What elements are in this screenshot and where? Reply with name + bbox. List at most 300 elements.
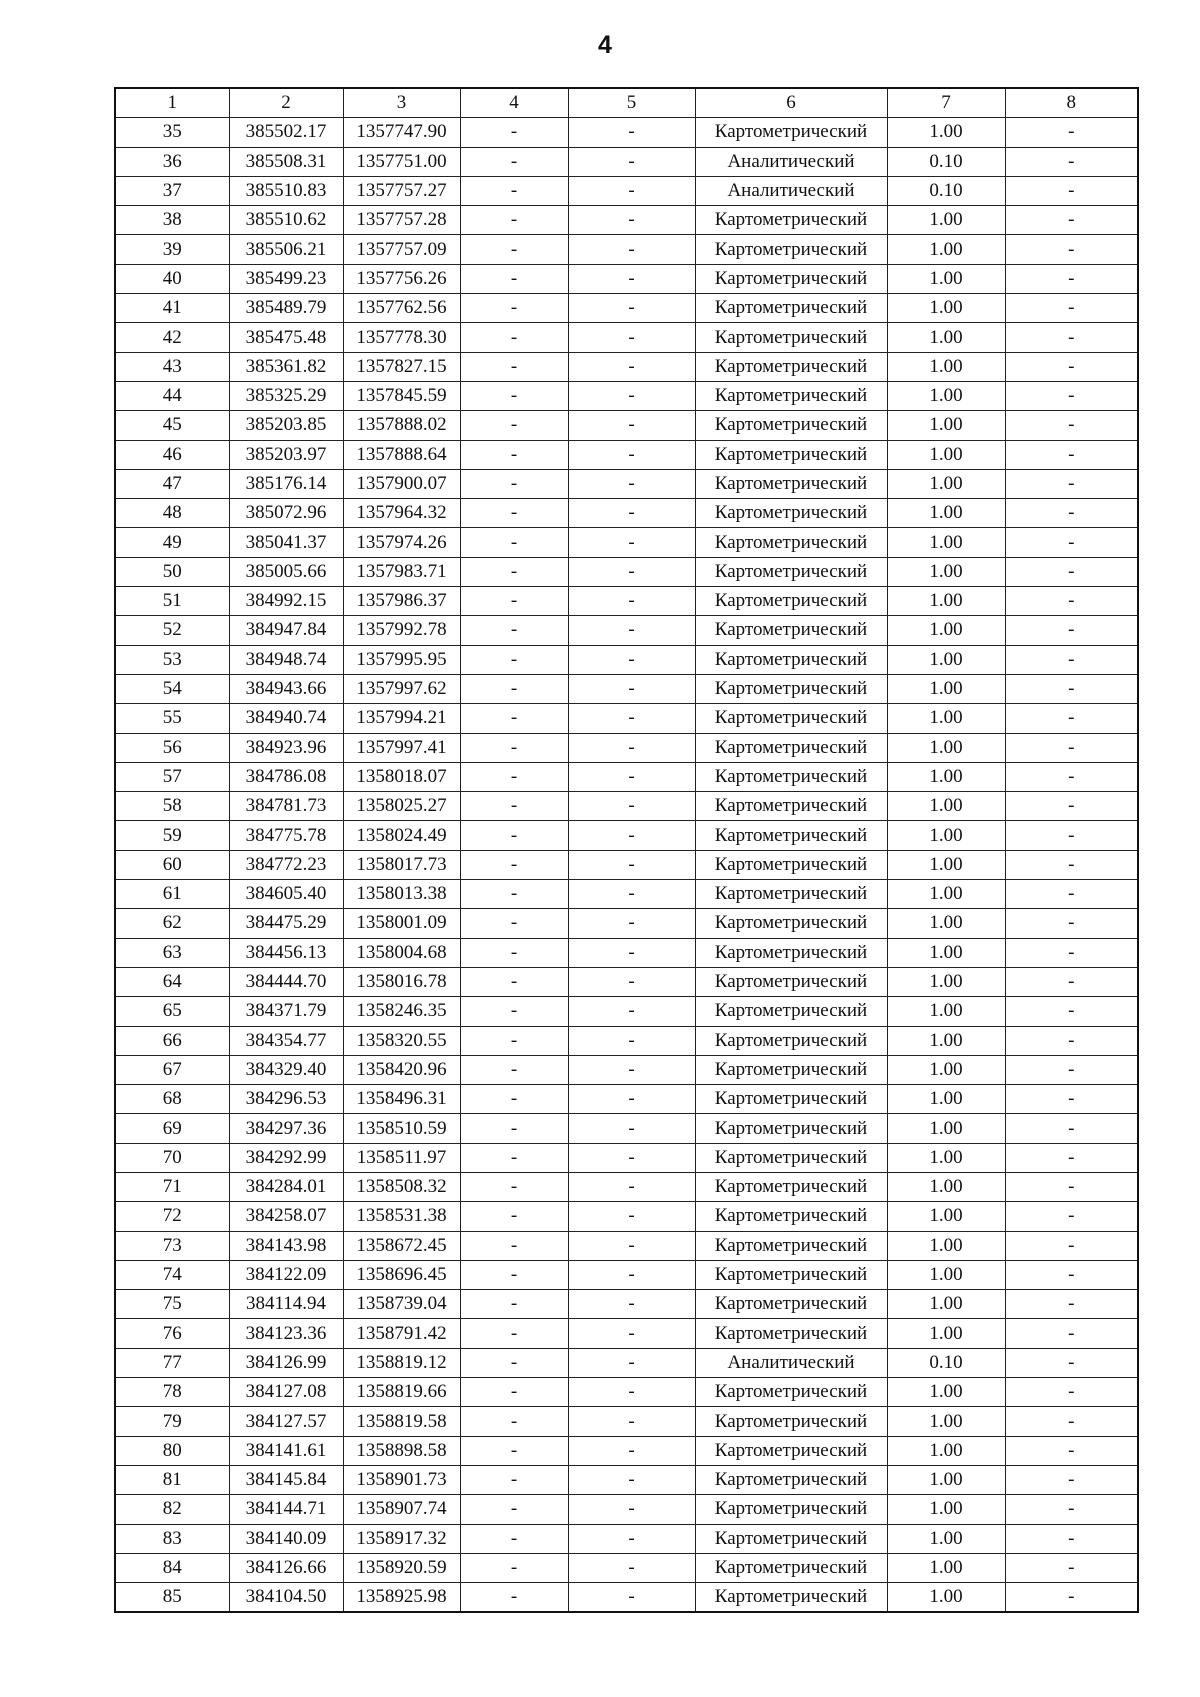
y-coordinate-cell: 1358917.32 — [343, 1524, 460, 1553]
table-row — [115, 176, 1138, 205]
col8-cell: - — [1005, 323, 1138, 352]
column-header: 7 — [887, 88, 1005, 118]
method-cell: Картометрический — [695, 352, 887, 381]
accuracy-cell: 1.00 — [887, 411, 1005, 440]
col4-cell: - — [460, 557, 568, 586]
table-row — [115, 1114, 1138, 1143]
col5-cell: - — [568, 1231, 695, 1260]
x-coordinate-cell: 384126.66 — [229, 1553, 343, 1582]
point-number-cell: 49 — [115, 528, 229, 557]
table-row — [115, 1319, 1138, 1348]
accuracy-cell: 1.00 — [887, 1114, 1005, 1143]
col8-cell: - — [1005, 733, 1138, 762]
accuracy-cell: 1.00 — [887, 557, 1005, 586]
y-coordinate-cell: 1358819.58 — [343, 1407, 460, 1436]
point-number-cell: 84 — [115, 1553, 229, 1582]
y-coordinate-cell: 1357992.78 — [343, 616, 460, 645]
col5-cell: - — [568, 1172, 695, 1201]
point-number-cell: 68 — [115, 1085, 229, 1114]
y-coordinate-cell: 1357974.26 — [343, 528, 460, 557]
method-cell: Картометрический — [695, 1553, 887, 1582]
table-row — [115, 499, 1138, 528]
col5-cell: - — [568, 1085, 695, 1114]
y-coordinate-cell: 1358496.31 — [343, 1085, 460, 1114]
accuracy-cell: 1.00 — [887, 499, 1005, 528]
col5-cell: - — [568, 704, 695, 733]
x-coordinate-cell: 385510.83 — [229, 176, 343, 205]
table-row — [115, 1378, 1138, 1407]
col4-cell: - — [460, 645, 568, 674]
table-row — [115, 1524, 1138, 1553]
col5-cell: - — [568, 1465, 695, 1494]
accuracy-cell: 1.00 — [887, 1407, 1005, 1436]
x-coordinate-cell: 384775.78 — [229, 821, 343, 850]
column-header: 8 — [1005, 88, 1138, 118]
method-cell: Картометрический — [695, 1524, 887, 1553]
table-row — [115, 1436, 1138, 1465]
y-coordinate-cell: 1358510.59 — [343, 1114, 460, 1143]
method-cell: Картометрический — [695, 528, 887, 557]
col4-cell: - — [460, 909, 568, 938]
x-coordinate-cell: 384104.50 — [229, 1583, 343, 1613]
y-coordinate-cell: 1358819.12 — [343, 1348, 460, 1377]
point-number-cell: 83 — [115, 1524, 229, 1553]
table-row — [115, 469, 1138, 498]
col8-cell: - — [1005, 411, 1138, 440]
point-number-cell: 79 — [115, 1407, 229, 1436]
col5-cell: - — [568, 1553, 695, 1582]
y-coordinate-cell: 1358898.58 — [343, 1436, 460, 1465]
table-row — [115, 1172, 1138, 1201]
col5-cell: - — [568, 528, 695, 557]
point-number-cell: 56 — [115, 733, 229, 762]
col8-cell: - — [1005, 704, 1138, 733]
col8-cell: - — [1005, 1495, 1138, 1524]
x-coordinate-cell: 384140.09 — [229, 1524, 343, 1553]
col4-cell: - — [460, 1026, 568, 1055]
x-coordinate-cell: 385041.37 — [229, 528, 343, 557]
accuracy-cell: 1.00 — [887, 645, 1005, 674]
accuracy-cell: 0.10 — [887, 1348, 1005, 1377]
x-coordinate-cell: 384943.66 — [229, 674, 343, 703]
method-cell: Картометрический — [695, 1143, 887, 1172]
col4-cell: - — [460, 1290, 568, 1319]
table-row — [115, 1143, 1138, 1172]
y-coordinate-cell: 1358511.97 — [343, 1143, 460, 1172]
method-cell: Картометрический — [695, 1436, 887, 1465]
table-row — [115, 850, 1138, 879]
method-cell: Картометрический — [695, 997, 887, 1026]
x-coordinate-cell: 384141.61 — [229, 1436, 343, 1465]
col8-cell: - — [1005, 1524, 1138, 1553]
col5-cell: - — [568, 206, 695, 235]
y-coordinate-cell: 1358004.68 — [343, 938, 460, 967]
accuracy-cell: 1.00 — [887, 381, 1005, 410]
column-header: 1 — [115, 88, 229, 118]
table-row — [115, 909, 1138, 938]
col8-cell: - — [1005, 587, 1138, 616]
method-cell: Картометрический — [695, 118, 887, 147]
y-coordinate-cell: 1357900.07 — [343, 469, 460, 498]
accuracy-cell: 1.00 — [887, 1495, 1005, 1524]
col5-cell: - — [568, 733, 695, 762]
col8-cell: - — [1005, 1055, 1138, 1084]
col8-cell: - — [1005, 469, 1138, 498]
header-row — [115, 88, 1138, 118]
point-number-cell: 57 — [115, 762, 229, 791]
col8-cell: - — [1005, 1436, 1138, 1465]
x-coordinate-cell: 384475.29 — [229, 909, 343, 938]
col8-cell: - — [1005, 616, 1138, 645]
x-coordinate-cell: 384297.36 — [229, 1114, 343, 1143]
col5-cell: - — [568, 997, 695, 1026]
col5-cell: - — [568, 1495, 695, 1524]
x-coordinate-cell: 385508.31 — [229, 147, 343, 176]
y-coordinate-cell: 1357827.15 — [343, 352, 460, 381]
col5-cell: - — [568, 381, 695, 410]
y-coordinate-cell: 1358016.78 — [343, 967, 460, 996]
point-number-cell: 48 — [115, 499, 229, 528]
y-coordinate-cell: 1358001.09 — [343, 909, 460, 938]
point-number-cell: 80 — [115, 1436, 229, 1465]
x-coordinate-cell: 384786.08 — [229, 762, 343, 791]
col4-cell: - — [460, 1055, 568, 1084]
col4-cell: - — [460, 176, 568, 205]
point-number-cell: 37 — [115, 176, 229, 205]
col8-cell: - — [1005, 1260, 1138, 1289]
y-coordinate-cell: 1358672.45 — [343, 1231, 460, 1260]
col8-cell: - — [1005, 176, 1138, 205]
col5-cell: - — [568, 1114, 695, 1143]
col8-cell: - — [1005, 440, 1138, 469]
accuracy-cell: 1.00 — [887, 674, 1005, 703]
point-number-cell: 78 — [115, 1378, 229, 1407]
method-cell: Картометрический — [695, 1202, 887, 1231]
table-row — [115, 206, 1138, 235]
method-cell: Картометрический — [695, 587, 887, 616]
method-cell: Картометрический — [695, 880, 887, 909]
col5-cell: - — [568, 1378, 695, 1407]
accuracy-cell: 1.00 — [887, 206, 1005, 235]
col5-cell: - — [568, 616, 695, 645]
accuracy-cell: 1.00 — [887, 1378, 1005, 1407]
method-cell: Картометрический — [695, 1583, 887, 1613]
point-number-cell: 85 — [115, 1583, 229, 1613]
y-coordinate-cell: 1358420.96 — [343, 1055, 460, 1084]
table-row — [115, 1553, 1138, 1582]
accuracy-cell: 1.00 — [887, 469, 1005, 498]
col5-cell: - — [568, 1319, 695, 1348]
point-number-cell: 46 — [115, 440, 229, 469]
y-coordinate-cell: 1358907.74 — [343, 1495, 460, 1524]
col4-cell: - — [460, 997, 568, 1026]
point-number-cell: 58 — [115, 792, 229, 821]
col5-cell: - — [568, 1436, 695, 1465]
col8-cell: - — [1005, 997, 1138, 1026]
method-cell: Аналитический — [695, 176, 887, 205]
y-coordinate-cell: 1358531.38 — [343, 1202, 460, 1231]
x-coordinate-cell: 385489.79 — [229, 294, 343, 323]
column-header: 6 — [695, 88, 887, 118]
col5-cell: - — [568, 323, 695, 352]
table-row — [115, 264, 1138, 293]
table-row — [115, 557, 1138, 586]
accuracy-cell: 1.00 — [887, 1085, 1005, 1114]
x-coordinate-cell: 384354.77 — [229, 1026, 343, 1055]
col4-cell: - — [460, 1583, 568, 1613]
y-coordinate-cell: 1357888.02 — [343, 411, 460, 440]
x-coordinate-cell: 385499.23 — [229, 264, 343, 293]
y-coordinate-cell: 1358320.55 — [343, 1026, 460, 1055]
x-coordinate-cell: 384781.73 — [229, 792, 343, 821]
col8-cell: - — [1005, 1465, 1138, 1494]
accuracy-cell: 1.00 — [887, 1319, 1005, 1348]
col4-cell: - — [460, 967, 568, 996]
column-header: 4 — [460, 88, 568, 118]
table-row — [115, 235, 1138, 264]
x-coordinate-cell: 384947.84 — [229, 616, 343, 645]
col5-cell: - — [568, 440, 695, 469]
col5-cell: - — [568, 1348, 695, 1377]
y-coordinate-cell: 1358739.04 — [343, 1290, 460, 1319]
point-number-cell: 45 — [115, 411, 229, 440]
accuracy-cell: 1.00 — [887, 528, 1005, 557]
table-row — [115, 1202, 1138, 1231]
col4-cell: - — [460, 1260, 568, 1289]
col5-cell: - — [568, 147, 695, 176]
x-coordinate-cell: 385510.62 — [229, 206, 343, 235]
point-number-cell: 53 — [115, 645, 229, 674]
y-coordinate-cell: 1357757.09 — [343, 235, 460, 264]
col8-cell: - — [1005, 294, 1138, 323]
method-cell: Картометрический — [695, 733, 887, 762]
accuracy-cell: 1.00 — [887, 264, 1005, 293]
table-row — [115, 1055, 1138, 1084]
accuracy-cell: 1.00 — [887, 821, 1005, 850]
accuracy-cell: 1.00 — [887, 1436, 1005, 1465]
y-coordinate-cell: 1358017.73 — [343, 850, 460, 879]
y-coordinate-cell: 1357751.00 — [343, 147, 460, 176]
x-coordinate-cell: 384144.71 — [229, 1495, 343, 1524]
col4-cell: - — [460, 1143, 568, 1172]
accuracy-cell: 1.00 — [887, 1553, 1005, 1582]
y-coordinate-cell: 1357983.71 — [343, 557, 460, 586]
method-cell: Картометрический — [695, 1319, 887, 1348]
point-number-cell: 59 — [115, 821, 229, 850]
col8-cell: - — [1005, 909, 1138, 938]
x-coordinate-cell: 385203.97 — [229, 440, 343, 469]
col4-cell: - — [460, 147, 568, 176]
x-coordinate-cell: 385072.96 — [229, 499, 343, 528]
x-coordinate-cell: 384258.07 — [229, 1202, 343, 1231]
table-row — [115, 821, 1138, 850]
method-cell: Картометрический — [695, 440, 887, 469]
table-row — [115, 381, 1138, 410]
point-number-cell: 77 — [115, 1348, 229, 1377]
col5-cell: - — [568, 176, 695, 205]
col8-cell: - — [1005, 147, 1138, 176]
accuracy-cell: 1.00 — [887, 1583, 1005, 1613]
x-coordinate-cell: 384772.23 — [229, 850, 343, 879]
point-number-cell: 62 — [115, 909, 229, 938]
x-coordinate-cell: 384126.99 — [229, 1348, 343, 1377]
point-number-cell: 66 — [115, 1026, 229, 1055]
col5-cell: - — [568, 235, 695, 264]
col5-cell: - — [568, 1583, 695, 1613]
col4-cell: - — [460, 1465, 568, 1494]
col4-cell: - — [460, 1407, 568, 1436]
method-cell: Картометрический — [695, 645, 887, 674]
point-number-cell: 50 — [115, 557, 229, 586]
y-coordinate-cell: 1358025.27 — [343, 792, 460, 821]
point-number-cell: 82 — [115, 1495, 229, 1524]
col8-cell: - — [1005, 674, 1138, 703]
point-number-cell: 41 — [115, 294, 229, 323]
point-number-cell: 81 — [115, 1465, 229, 1494]
col5-cell: - — [568, 880, 695, 909]
point-number-cell: 72 — [115, 1202, 229, 1231]
col8-cell: - — [1005, 118, 1138, 147]
col8-cell: - — [1005, 499, 1138, 528]
col5-cell: - — [568, 938, 695, 967]
col4-cell: - — [460, 1378, 568, 1407]
col8-cell: - — [1005, 1407, 1138, 1436]
y-coordinate-cell: 1358819.66 — [343, 1378, 460, 1407]
col5-cell: - — [568, 1026, 695, 1055]
col5-cell: - — [568, 1143, 695, 1172]
point-number-cell: 40 — [115, 264, 229, 293]
table-row — [115, 1348, 1138, 1377]
col8-cell: - — [1005, 1026, 1138, 1055]
method-cell: Картометрический — [695, 411, 887, 440]
x-coordinate-cell: 384923.96 — [229, 733, 343, 762]
x-coordinate-cell: 385361.82 — [229, 352, 343, 381]
accuracy-cell: 1.00 — [887, 733, 1005, 762]
point-number-cell: 43 — [115, 352, 229, 381]
col4-cell: - — [460, 381, 568, 410]
col4-cell: - — [460, 1172, 568, 1201]
col5-cell: - — [568, 469, 695, 498]
y-coordinate-cell: 1357747.90 — [343, 118, 460, 147]
table-row — [115, 792, 1138, 821]
col8-cell: - — [1005, 1114, 1138, 1143]
col4-cell: - — [460, 264, 568, 293]
col4-cell: - — [460, 821, 568, 850]
table-row — [115, 411, 1138, 440]
point-number-cell: 44 — [115, 381, 229, 410]
col5-cell: - — [568, 1407, 695, 1436]
accuracy-cell: 1.00 — [887, 440, 1005, 469]
accuracy-cell: 1.00 — [887, 1026, 1005, 1055]
col4-cell: - — [460, 1114, 568, 1143]
point-number-cell: 71 — [115, 1172, 229, 1201]
col8-cell: - — [1005, 938, 1138, 967]
method-cell: Картометрический — [695, 792, 887, 821]
col5-cell: - — [568, 587, 695, 616]
point-number-cell: 38 — [115, 206, 229, 235]
table-row — [115, 528, 1138, 557]
method-cell: Картометрический — [695, 821, 887, 850]
point-number-cell: 55 — [115, 704, 229, 733]
col4-cell: - — [460, 1524, 568, 1553]
point-number-cell: 69 — [115, 1114, 229, 1143]
y-coordinate-cell: 1357995.95 — [343, 645, 460, 674]
point-number-cell: 51 — [115, 587, 229, 616]
x-coordinate-cell: 384143.98 — [229, 1231, 343, 1260]
table-row — [115, 1085, 1138, 1114]
col5-cell: - — [568, 294, 695, 323]
y-coordinate-cell: 1358925.98 — [343, 1583, 460, 1613]
col5-cell: - — [568, 967, 695, 996]
y-coordinate-cell: 1357888.64 — [343, 440, 460, 469]
method-cell: Картометрический — [695, 381, 887, 410]
y-coordinate-cell: 1358024.49 — [343, 821, 460, 850]
method-cell: Картометрический — [695, 206, 887, 235]
col8-cell: - — [1005, 1319, 1138, 1348]
coordinates-table — [114, 87, 1139, 1613]
table-row — [115, 352, 1138, 381]
x-coordinate-cell: 385325.29 — [229, 381, 343, 410]
accuracy-cell: 1.00 — [887, 997, 1005, 1026]
y-coordinate-cell: 1358920.59 — [343, 1553, 460, 1582]
accuracy-cell: 1.00 — [887, 323, 1005, 352]
table-row — [115, 1583, 1138, 1613]
table-row — [115, 440, 1138, 469]
col8-cell: - — [1005, 1378, 1138, 1407]
point-number-cell: 70 — [115, 1143, 229, 1172]
table-row — [115, 762, 1138, 791]
accuracy-cell: 1.00 — [887, 1465, 1005, 1494]
col8-cell: - — [1005, 1583, 1138, 1613]
table-row — [115, 645, 1138, 674]
table-row — [115, 1026, 1138, 1055]
col4-cell: - — [460, 294, 568, 323]
method-cell: Картометрический — [695, 557, 887, 586]
col4-cell: - — [460, 206, 568, 235]
method-cell: Картометрический — [695, 674, 887, 703]
x-coordinate-cell: 384296.53 — [229, 1085, 343, 1114]
col5-cell: - — [568, 557, 695, 586]
x-coordinate-cell: 384948.74 — [229, 645, 343, 674]
accuracy-cell: 1.00 — [887, 118, 1005, 147]
table-row — [115, 967, 1138, 996]
col8-cell: - — [1005, 792, 1138, 821]
col4-cell: - — [460, 587, 568, 616]
x-coordinate-cell: 384371.79 — [229, 997, 343, 1026]
col8-cell: - — [1005, 821, 1138, 850]
table-row — [115, 1231, 1138, 1260]
col5-cell: - — [568, 792, 695, 821]
col4-cell: - — [460, 616, 568, 645]
x-coordinate-cell: 384122.09 — [229, 1260, 343, 1289]
table-header — [115, 88, 1138, 118]
col4-cell: - — [460, 1319, 568, 1348]
point-number-cell: 47 — [115, 469, 229, 498]
col4-cell: - — [460, 1553, 568, 1582]
col8-cell: - — [1005, 381, 1138, 410]
col5-cell: - — [568, 674, 695, 703]
col4-cell: - — [460, 499, 568, 528]
y-coordinate-cell: 1358901.73 — [343, 1465, 460, 1494]
x-coordinate-cell: 385005.66 — [229, 557, 343, 586]
page-number: 4 — [598, 31, 612, 59]
col8-cell: - — [1005, 762, 1138, 791]
point-number-cell: 42 — [115, 323, 229, 352]
method-cell: Аналитический — [695, 147, 887, 176]
method-cell: Картометрический — [695, 938, 887, 967]
col8-cell: - — [1005, 967, 1138, 996]
col5-cell: - — [568, 645, 695, 674]
